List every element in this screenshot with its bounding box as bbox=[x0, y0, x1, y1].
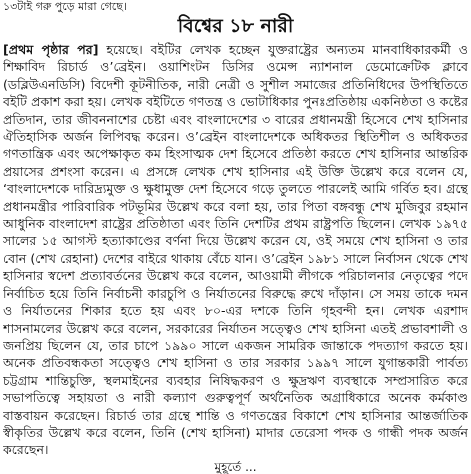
previous-article-fragment: ১৩টাই গরু পুড়ে মারা গেছে। bbox=[3, 0, 127, 13]
article-body bbox=[3, 41, 468, 463]
article-headline: বিশ্বের ১৮ নারী bbox=[177, 15, 294, 37]
continuation-tag: [প্রথম পৃষ্ঠার পর] bbox=[3, 42, 99, 57]
next-article-fragment: মুহূর্তে ... bbox=[214, 461, 257, 474]
article-text: হয়েছে। বইটির লেখক হচ্ছেন যুক্তরাষ্ট্রের অন্যতম মানবাধিকারকর্মী ও শিক্ষাবিদ রিচার্ড ও’ব্রেইন। ওয়াশিংটন ডিসির ওমেন্স ন্যাশনাল ডেমোক্রেটিক ক্লাবে (ডব্লিউএনডিসি) বিদেশী কূটনীতিক, নারী নেত্রী ও সুশীল সমাজের প্রতিনিধিদের উপস্থিতিতে বইটি প্রকাশ করা হয়। লেখক বইটিতে গণতন্ত্র ও ভোটাধিকার পুনঃপ্রতিষ্ঠায় একনিষ্ঠতা ও কষ্টের প্রতিদান, তার জীবননাশের চেষ্টা এবং বাংলাদেশের ৩ বারের প্রধানমন্ত্রী হিসেবে শেখ হাসিনার ঐতিহাসিক অর্জন লিপিবদ্ধ করেন। ও’ব্রেইন বাংলাদেশকে অধিকতর স্থিতিশীল ও অধিকতর গণতান্ত্রিক এবং অপেক্ষাকৃত কম হিংসাত্মক দেশ হিসেবে প্রতিষ্ঠা করতে শেখ হাসিনার আন্তরিক প্রয়াসের প্রশংসা করেন। এ প্রসঙ্গে লেখক শেখ হাসিনার এই উক্তি উল্লেখ করে বলেন যে, ‘বাংলাদেশকে দারিদ্র্যমুক্ত ও ক্ষুধামুক্ত দেশ হিসেবে গড়ে তুলতে পারলেই আমি গর্বিত হব। গ্রন্থে প্রধানমন্ত্রীর পারিবারিক পটভূমির উল্লেখ করে বলা হয়, তার পিতা বঙ্গবন্ধু শেখ মুজিবুর রহমান আধুনিক বাংলাদেশ রাষ্ট্রের প্রতিষ্ঠাতা এবং তিনি দেশটির প্রথম রাষ্ট্রপতি ছিলেন। লেখক ১৯৭৫ সালের ১৫ আগস্ট হত্যাকাণ্ডের বর্ণনা দিয়ে উল্লেখ করেন যে, ওই সময়ে শেখ হাসিনা ও তার বোন (শেখ রেহানা) দেশের বাইরে থাকায় বেঁচে যান। ও’ব্রেইন ১৯৮১ সালে নির্বাসন থেকে শেখ হাসিনার স্বদেশ প্রত্যাবর্তনের উল্লেখ করে বলেন, আওয়ামী লীগকে পরিচালনার নেতৃত্বের পদে নির্বাচিত হয়ে তিনি নির্বাচনী কারচুপি ও নির্যাতনের বিরুদ্ধে রুখে দাঁড়ান। সে সময় তাকে দমন ও নির্যাতনের শিকার হতে হয় এবং ৮০-এর দশকে তিনি গৃহবন্দী হন। লেখক এরশাদ শাসনামলের উল্লেখ করে বলেন, সরকারের নির্যাতন সত্ত্বেও শেখ হাসিনা এতই প্রভাবশালী ও জনপ্রিয় ছিলেন যে, তার চাপে ১৯৯০ সালে একজন সামরিক জান্তাকে পদত্যাগ করতে হয়। অনেক প্রতিবন্ধকতা সত্ত্বেও শেখ হাসিনা ও তার সরকার ১৯৯৭ সালে যুগান্তকারী পার্বত্য চট্টগ্রাম শান্তিচুক্তি, স্থলমাইনের ব্যবহার নিষিদ্ধকরণ ও ক্ষুদ্রঋণ ব্যবস্থাকে সম্প্রসারিত করে সভাপতিত্বে সহায়তা ও নারী কল্যাণ গুরুত্বপূর্ণ অর্থনৈতিক অগ্রাধিকারে অনেক কর্মকাণ্ড বাস্তবায়ন করেছেন। রিচার্ড তার গ্রন্থে শান্তি ও গণতন্ত্রের বিকাশে শেখ হাসিনার আন্তর্জাতিক স্বীকৃতির উল্লেখ করে বলেন, তিনি (শেখ হাসিনা) মাদার তেরেসা পদক ও গান্ধী পদক অর্জন করেছেন। bbox=[3, 42, 468, 458]
